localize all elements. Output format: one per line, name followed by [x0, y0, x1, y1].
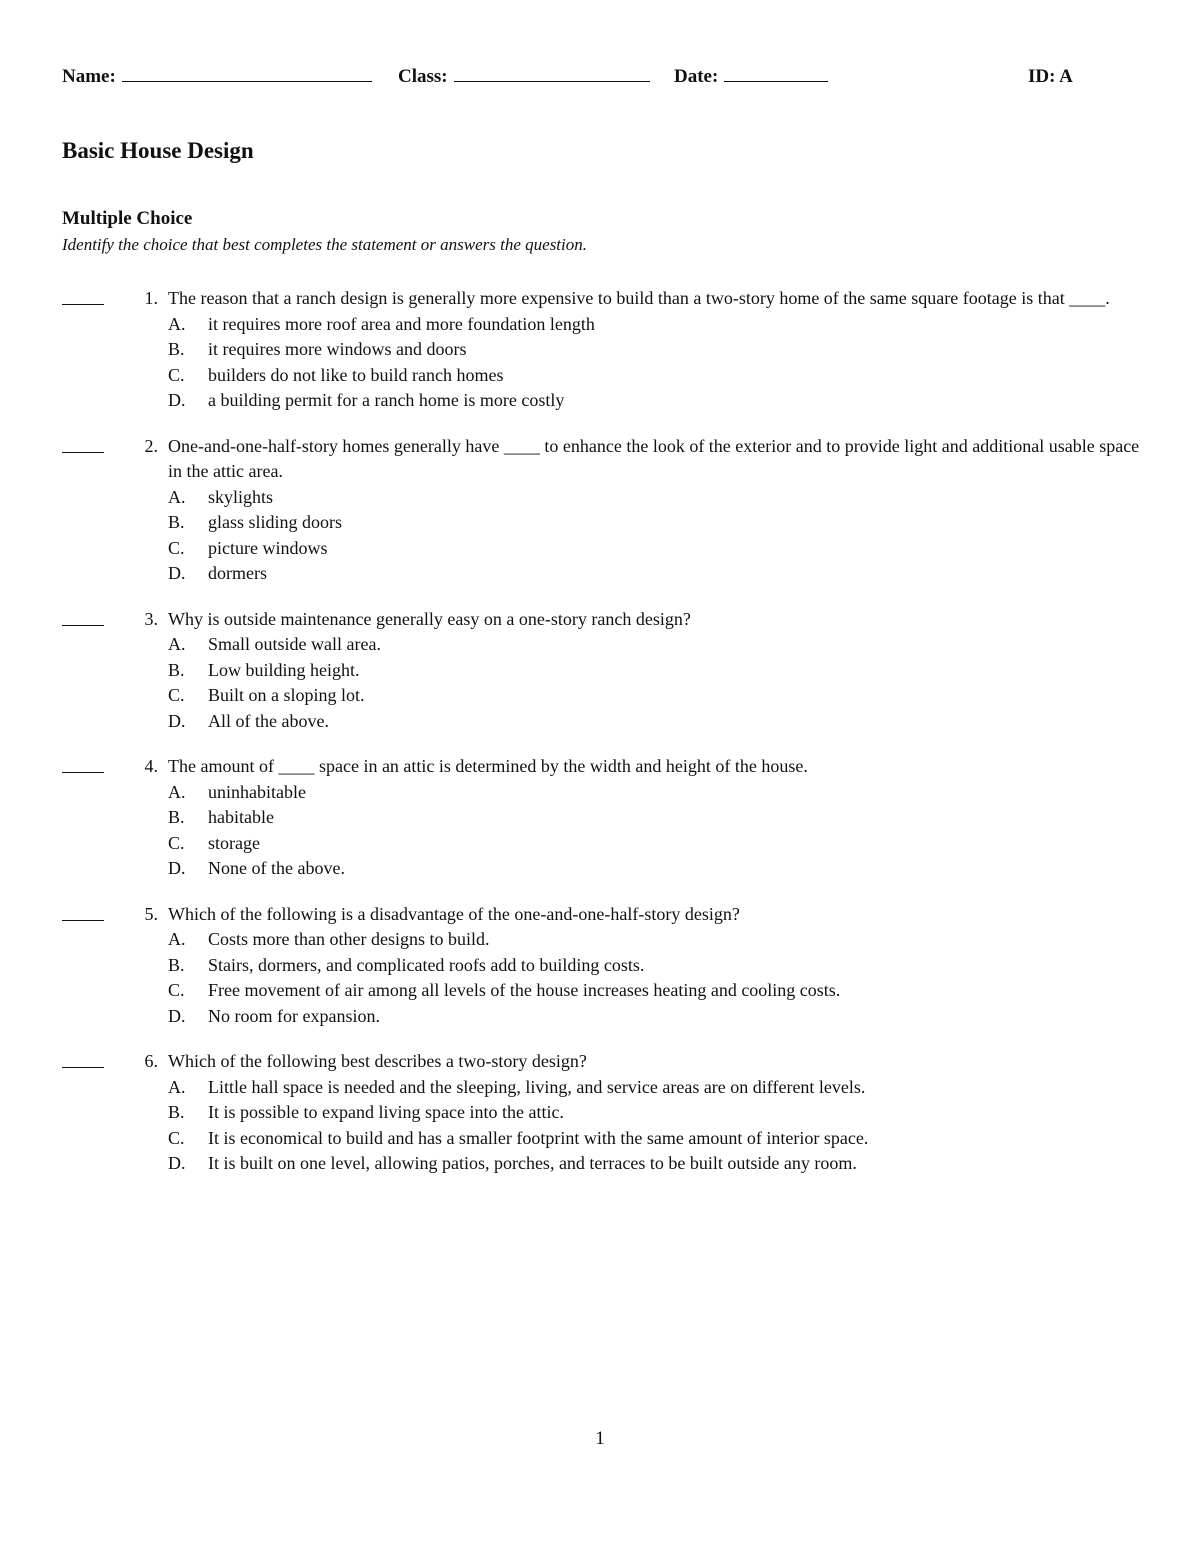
choice-text: skylights	[208, 486, 274, 507]
choice-c	[168, 683, 1142, 709]
choice-label: D.	[168, 858, 186, 878]
choice-label: A.	[168, 486, 186, 507]
id-label: ID: A	[1028, 66, 1073, 87]
date-field[interactable]	[674, 66, 828, 88]
choice-text: storage	[208, 832, 260, 853]
choice-c	[168, 536, 1142, 562]
choice-text: picture windows	[208, 537, 328, 558]
choice-text: Small outside wall area.	[208, 634, 381, 654]
choice-text: It is built on one level, allowing patios, porches, and terraces to be built outside any room.	[208, 1153, 857, 1173]
choice-label: B.	[168, 954, 185, 975]
choice-label: A.	[168, 929, 186, 949]
choice-label: C.	[168, 1127, 185, 1148]
choice-a	[168, 312, 1142, 338]
choice-label: A.	[168, 1076, 186, 1097]
choice-c	[168, 831, 1142, 857]
choice-label: B.	[168, 807, 185, 827]
question-stem: One-and-one-half-story homes generally have ____ to enhance the look of the exterior and to provide light and additional usable space in the attic area.	[168, 435, 1140, 481]
class-field[interactable]	[398, 66, 650, 88]
section-title: Multiple Choice	[62, 208, 193, 229]
choice-text: Little hall space is needed and the sleeping, living, and service areas are on different levels.	[208, 1076, 866, 1097]
choice-d	[168, 856, 1142, 882]
question-number: 3.	[144, 608, 158, 629]
choice-label: D.	[168, 710, 186, 731]
name-field[interactable]	[62, 66, 372, 88]
question-stem: Which of the following is a disadvantage of the one-and-one-half-story design?	[168, 903, 740, 924]
question-number: 4.	[144, 756, 158, 776]
choice-text: glass sliding doors	[208, 512, 343, 532]
choice-label: B.	[168, 1102, 185, 1122]
choice-d	[168, 561, 1142, 587]
choice-b	[168, 658, 1142, 684]
choice-text: uninhabitable	[208, 781, 306, 802]
date-blank[interactable]	[724, 67, 828, 82]
choice-label: B.	[168, 512, 185, 532]
choice-b	[168, 510, 1142, 536]
question-list	[62, 286, 1142, 1197]
choice-label: C.	[168, 537, 185, 558]
answer-blank[interactable]	[62, 1067, 104, 1068]
answer-blank[interactable]	[62, 625, 104, 626]
choice-label: C.	[168, 832, 185, 853]
choice-label: C.	[168, 980, 185, 1000]
question-2	[62, 434, 1142, 587]
choice-label: D.	[168, 1153, 186, 1173]
date-label: Date:	[674, 66, 719, 87]
choice-label: A.	[168, 781, 186, 802]
choice-label: D.	[168, 563, 186, 583]
question-3	[62, 607, 1142, 735]
choice-text: builders do not like to build ranch homes	[208, 364, 504, 385]
choice-text: Built on a sloping lot.	[208, 685, 365, 705]
choice-label: D.	[168, 390, 186, 410]
choice-text: No room for expansion.	[208, 1005, 380, 1026]
question-5	[62, 902, 1142, 1030]
choice-b	[168, 953, 1142, 979]
choice-text: a building permit for a ranch home is more costly	[208, 390, 565, 410]
class-blank[interactable]	[454, 67, 650, 82]
question-number: 6.	[144, 1051, 158, 1071]
choice-label: B.	[168, 339, 185, 359]
choice-text: it requires more windows and doors	[208, 339, 467, 359]
answer-blank[interactable]	[62, 772, 104, 773]
choice-text: It is possible to expand living space into the attic.	[208, 1102, 564, 1122]
choice-text: Stairs, dormers, and complicated roofs add to building costs.	[208, 954, 645, 975]
question-stem: Which of the following best describes a two-story design?	[168, 1051, 587, 1071]
choice-text: Costs more than other designs to build.	[208, 929, 490, 949]
page-number: 1	[595, 1428, 605, 1449]
answer-blank[interactable]	[62, 452, 104, 453]
choice-text: Free movement of air among all levels of the house increases heating and cooling costs.	[208, 980, 841, 1000]
choice-b	[168, 805, 1142, 831]
choice-label: D.	[168, 1005, 186, 1026]
question-stem: Why is outside maintenance generally easy on a one-story ranch design?	[168, 608, 691, 629]
choice-c	[168, 1126, 1142, 1152]
choice-b	[168, 337, 1142, 363]
question-number: 2.	[144, 435, 158, 456]
choice-label: A.	[168, 634, 186, 654]
choice-a	[168, 927, 1142, 953]
choice-b	[168, 1100, 1142, 1126]
choice-label: B.	[168, 659, 185, 680]
choice-d	[168, 709, 1142, 735]
question-stem: The reason that a ranch design is generally more expensive to build than a two-story home of the same square footage is that ____.	[168, 288, 1110, 308]
choice-text: It is economical to build and has a smaller footprint with the same amount of interior space.	[208, 1127, 869, 1148]
choice-a	[168, 780, 1142, 806]
choice-c	[168, 363, 1142, 389]
choice-a	[168, 632, 1142, 658]
choice-text: None of the above.	[208, 858, 345, 878]
question-4	[62, 754, 1142, 882]
header	[62, 66, 1102, 96]
name-blank[interactable]	[122, 67, 372, 82]
section-instructions: Identify the choice that best completes the statement or answers the question.	[62, 235, 587, 254]
question-1	[62, 286, 1142, 414]
choice-text: All of the above.	[208, 710, 329, 731]
choice-label: C.	[168, 364, 185, 385]
choice-d	[168, 1004, 1142, 1030]
choice-label: A.	[168, 313, 186, 334]
choice-a	[168, 485, 1142, 511]
question-number: 1.	[144, 288, 158, 308]
class-label: Class:	[398, 66, 448, 87]
answer-blank[interactable]	[62, 304, 104, 305]
choice-c	[168, 978, 1142, 1004]
choice-text: it requires more roof area and more foundation length	[208, 313, 595, 334]
choice-d	[168, 388, 1142, 414]
choice-a	[168, 1075, 1142, 1101]
answer-blank[interactable]	[62, 920, 104, 921]
name-label: Name:	[62, 66, 116, 87]
choice-label: C.	[168, 685, 185, 705]
question-stem: The amount of ____ space in an attic is determined by the width and height of the house.	[168, 756, 808, 776]
choice-text: dormers	[208, 563, 267, 583]
question-6	[62, 1049, 1142, 1177]
page-title: Basic House Design	[62, 138, 254, 163]
choice-text: habitable	[208, 807, 274, 827]
question-number: 5.	[144, 903, 158, 924]
choice-d	[168, 1151, 1142, 1177]
choice-text: Low building height.	[208, 659, 360, 680]
